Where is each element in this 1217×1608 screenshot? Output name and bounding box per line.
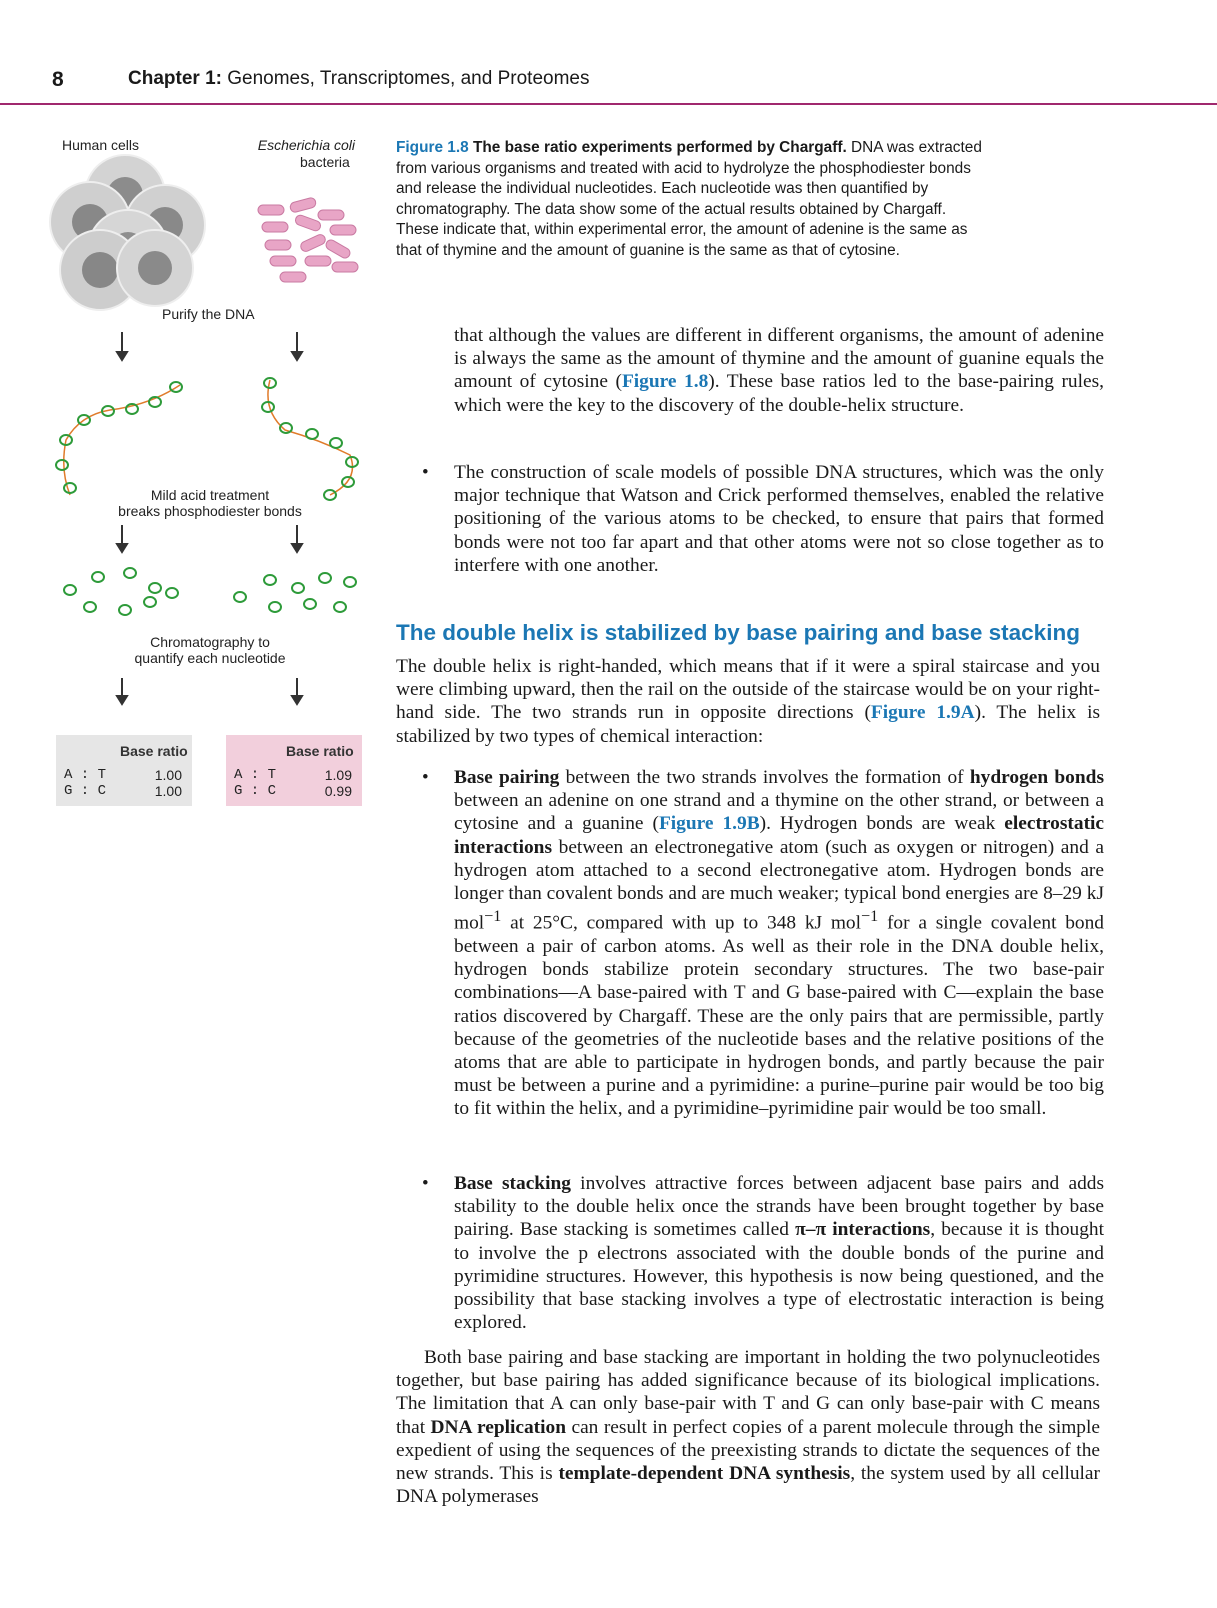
term: Base stacking (454, 1173, 571, 1194)
step-acid-line2: breaks phosphodiester bonds (118, 503, 302, 519)
pair-at: A : T (234, 767, 277, 783)
value-gc: 0.99 (324, 783, 352, 799)
pair-at: A : T (64, 767, 107, 783)
term: hydrogen bonds (969, 767, 1104, 788)
label-human-cells: Human cells (62, 137, 140, 153)
figure-drawing (0, 110, 380, 830)
value-gc: 1.00 (154, 783, 182, 799)
bullet-base-pairing (454, 766, 1104, 1121)
bullet-dot: • (422, 767, 429, 788)
bullet-dot: • (422, 462, 429, 483)
text-run: can result in perfect copies of a parent molecule through the simple expedient of using the sequences of the preexisting strands to dictate the sequences of the new strands. This is (396, 1416, 1100, 1485)
caption-text: DNA was extracted from various organisms and treated with acid to hydrolyze the phosphodiester bonds and release the individual nucleotides. Each nucleotide was then quantified by chromatography. The data show some of the actual results obtained by Chargaff. These indicate that, within experimental error, the amount of adenine is the same as that of thymine and the amount of guanine is the same as that of cytosine. (396, 139, 982, 259)
text-run: for a single covalent bond between a pair of carbon atoms. As well as their role in the DNA double helix, hydrogen bonds stabilize protein secondary structures. The two base-pair combinations—A base-paired with T and G base-paired with C—explain the base ratios discovered by Chargaff. These are the only pairs that are permissible, partly because of the geometries of the nucleotide bases and the relative positions of the atoms that are able to participate in hydrogen bonds, and partly because the pair must be between a purine and a pyrimidine: a purine–purine pair would be too big to fit within the helix, and a pyrimidine–pyrimidine pair would be too small. (454, 912, 1105, 1120)
figure-ref-link[interactable]: Figure 1.9B (658, 813, 760, 835)
term: template-dependent DNA synthesis (558, 1463, 851, 1485)
step-chrom-line1: Chromatography to (150, 634, 270, 650)
chapter-label: Chapter 1: (128, 68, 222, 89)
term: DNA replication (430, 1416, 566, 1438)
term: π–π interactions (795, 1219, 931, 1241)
text-run: that although the values are different in different organisms, the amount of adenine is always the same as the amount of thymine and the amount of guanine equals the amount of cytosine ( (454, 325, 1104, 393)
text-run: , the system used by all cellular DNA polymerases (396, 1463, 1100, 1508)
paragraph-helix (396, 655, 1100, 748)
paragraph-continuation (454, 324, 1104, 417)
chapter-name: Genomes, Transcriptomes, and Proteomes (227, 68, 590, 89)
superscript: −1 (484, 908, 502, 926)
text-run: involves attractive forces between adjacent base pairs and adds stability to the double helix once the strands have been brought together by base pairing. Base stacking is sometimes called (454, 1173, 1105, 1241)
figure-ref-link[interactable]: Figure 1.8 (621, 371, 709, 393)
text-run: between an electronegative atom (such as oxygen or nitrogen) and a hydrogen atom attached to a second electronegative atom. Hydrogen bonds are longer than covalent bonds and are much weaker; typical bond energies are 8–29 kJ mol (454, 836, 1104, 934)
term: electrostatic interactions (454, 813, 1105, 858)
ratio-header: Base ratio (120, 743, 188, 759)
free-nucleotides-left (64, 568, 178, 615)
header-rule (0, 103, 1217, 105)
section-heading: The double helix is stabilized by base pairing and base stacking (396, 620, 1080, 645)
text-run: between an adenine on one strand and a thymine on the other strand, or between a cytosine and a guanine ( (454, 790, 1104, 835)
step-purify-label: Purify the DNA (162, 306, 255, 322)
caption-title: The base ratio experiments performed by Chargaff. (472, 139, 847, 156)
bullet-scale-models: The construction of scale models of possible DNA structures, which was the only major technique that Watson and Crick performed themselves, enabled the relative positioning of the various atoms to be checked, to ensure that pairs that formed bonds were not too far apart and that other atoms were not so close together as to interfere with one another. (454, 462, 1104, 576)
page-number: 8 (52, 68, 64, 91)
human-base-ratio-table (56, 735, 192, 806)
term: Base pairing (454, 767, 560, 788)
pair-gc: G : C (234, 783, 277, 799)
figure-ref-link[interactable]: Figure 1.9A (870, 702, 975, 724)
bullet-base-stacking (454, 1172, 1104, 1334)
running-header (0, 0, 1217, 108)
paragraph-final (396, 1346, 1100, 1508)
bullet-dot: • (422, 1173, 429, 1194)
caption-number: Figure 1.8 (396, 139, 469, 156)
human-cells-icon (50, 155, 205, 310)
text-run: Both base pairing and base stacking are important in holding the two polynucleotides together, but base pairing has added significance because of its biological implications. The limitation that A can only base-pair with T and G can only base-pair with C means that (396, 1347, 1100, 1438)
pair-gc: G : C (64, 783, 107, 799)
text-run: between the two strands involves the formation of (559, 767, 970, 788)
text-run: The double helix is right-handed, which means that if it were a spiral staircase and you were climbing upward, then the rail on the outside of the staircase would be on your right-hand side. The two strands run in opposite directions ( (396, 656, 1100, 724)
value-at: 1.00 (154, 767, 182, 783)
superscript: −1 (861, 908, 879, 926)
text-run: at 25°C, compared with up to 348 kJ mol (501, 912, 862, 934)
ratio-header: Base ratio (286, 743, 354, 759)
label-ecoli-line1: Escherichia coli (257, 137, 355, 153)
bacteria-icon (258, 197, 358, 282)
human-dna-strand (56, 382, 182, 495)
text-run: ). Hydrogen bonds are weak (759, 813, 1005, 835)
text-run: ). The helix is stabilized by two types of chemical interaction: (396, 702, 1101, 747)
text-run: ). These base ratios led to the base-pairing rules, which were the key to the discovery of the double-helix structure. (454, 371, 1104, 416)
ecoli-base-ratio-table (226, 735, 362, 806)
chapter-title (128, 68, 589, 90)
step-chrom-line2: quantify each nucleotide (134, 650, 286, 666)
ecoli-dna-strand (262, 378, 358, 500)
label-ecoli-line2: bacteria (300, 154, 350, 170)
figure-1-8-illustration (0, 110, 380, 830)
text-run: , because it is thought to involve the p electrons associated with the double bonds of the purine and pyrimidine structures. However, this hypothesis is now being questioned, and the possibility that base stacking involves a type of electrostatic interaction is being explored. (454, 1219, 1104, 1334)
free-nucleotides-right (234, 573, 356, 612)
value-at: 1.09 (324, 767, 352, 783)
step-acid-line1: Mild acid treatment (150, 487, 270, 503)
figure-caption (396, 138, 986, 261)
